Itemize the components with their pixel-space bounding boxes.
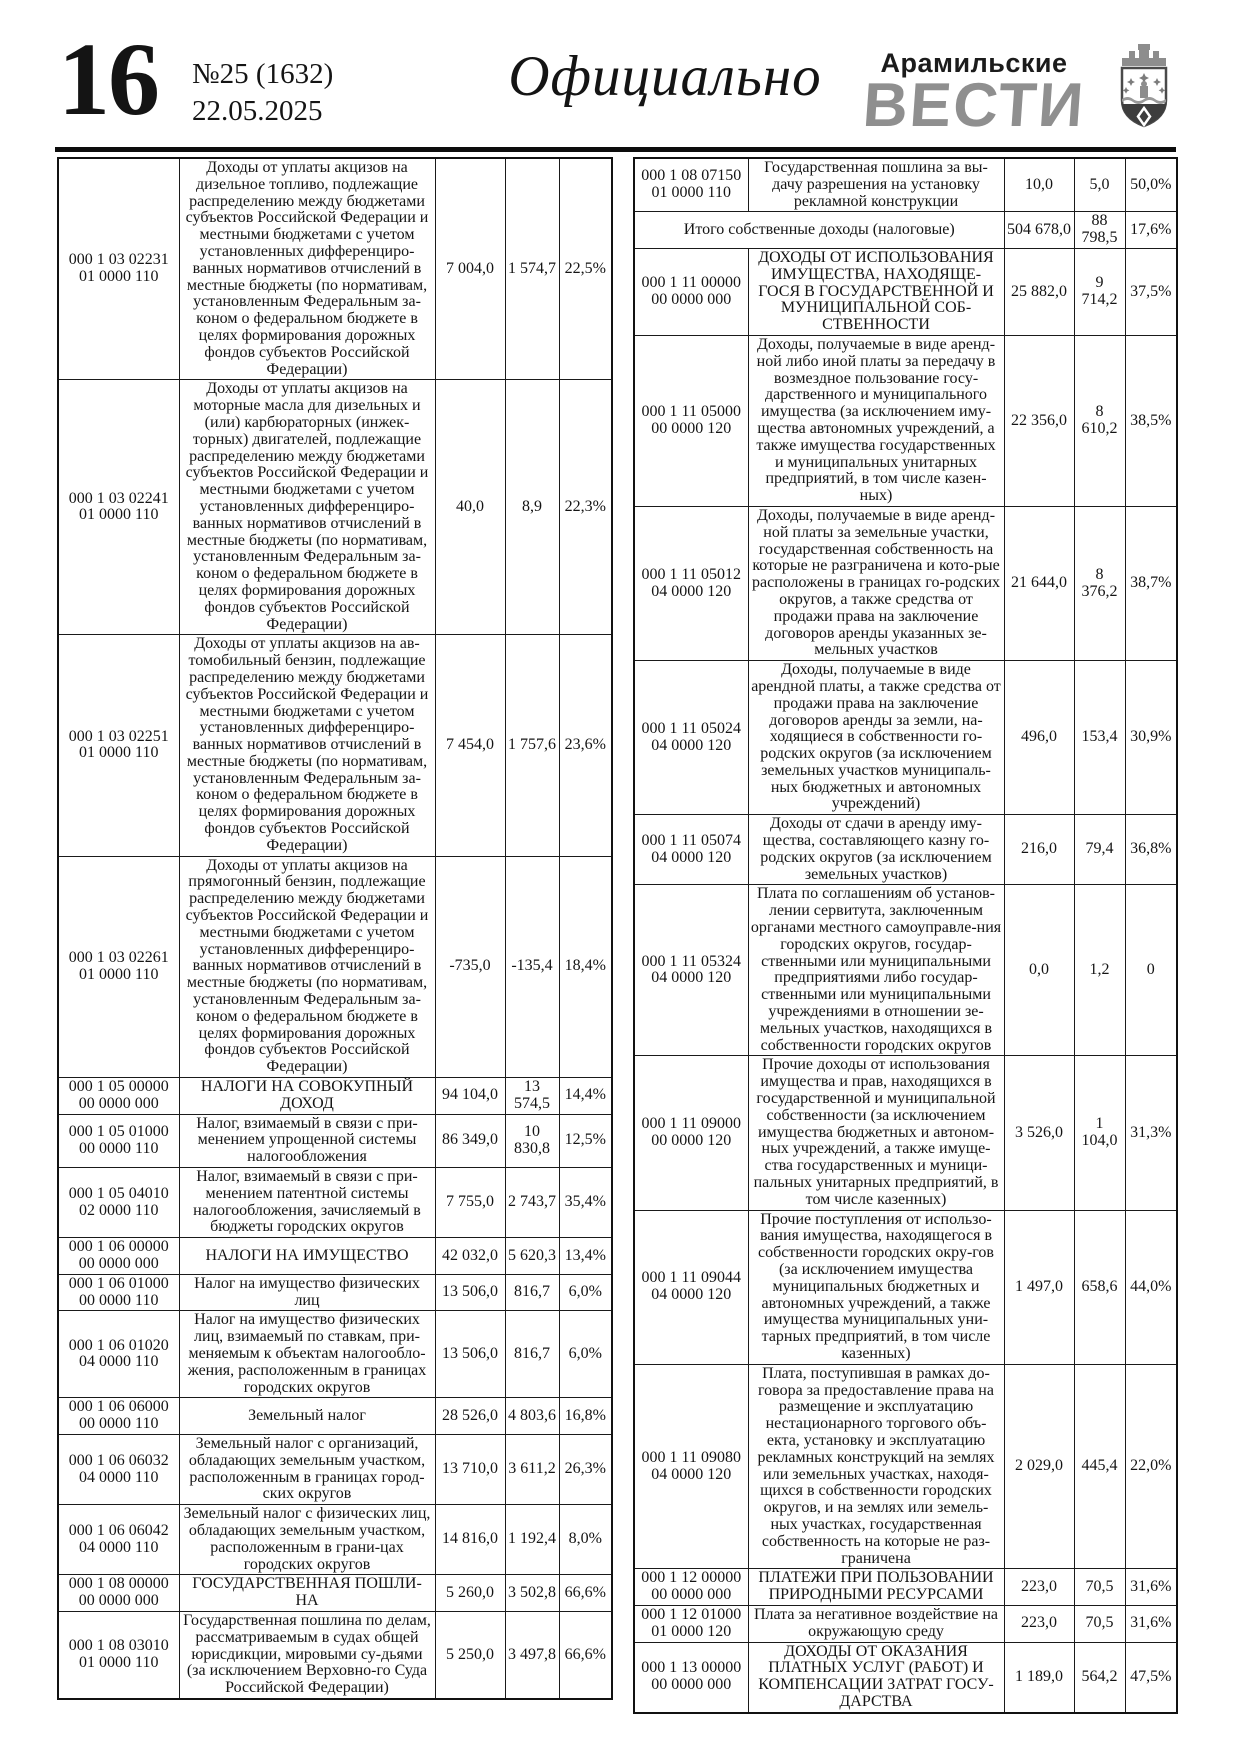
page-number: 16 (58, 22, 158, 137)
row-code: 000 1 06 01000 00 0000 110 (58, 1274, 179, 1311)
row-plan-value: 86 349,0 (435, 1114, 505, 1167)
row-total-label: Итого собственные доходы (налоговые) (634, 212, 1004, 249)
row-code: 000 1 06 06000 00 0000 110 (58, 1398, 179, 1435)
row-percent: 31,6% (1125, 1569, 1177, 1606)
masthead-title: ВЕСТИ (860, 71, 1088, 140)
table-row (58, 1168, 612, 1238)
row-percent: 8,0% (559, 1505, 612, 1575)
row-percent: 22,3% (559, 380, 612, 635)
row-fact-value: 153,4 (1074, 661, 1125, 815)
row-plan-value: 7 454,0 (435, 635, 505, 856)
row-fact-value: 1,2 (1074, 885, 1125, 1056)
budget-table-right (633, 157, 1178, 1714)
row-plan-value: 2 029,0 (1004, 1364, 1074, 1569)
table-row (634, 1056, 1177, 1210)
row-percent: 6,0% (559, 1311, 612, 1398)
row-description: Доходы, получаемые в виде аренд-ной либо иной платы за передачу в возмездное пользование госу-дарственного и муниципального имущества (за исключением иму-щества автономных учреждений, а также имущества государственных и муниципальных унитарных предприятий, в том числе казен-ных) (748, 335, 1004, 506)
row-description: ПЛАТЕЖИ ПРИ ПОЛЬЗОВАНИИ ПРИРОДНЫМИ РЕСУРСАМИ (748, 1569, 1004, 1606)
row-plan-value: 13 710,0 (435, 1434, 505, 1504)
row-description: Государственная пошлина по делам, рассматриваемым в судах общей юрисдикции, мировыми су-дьями (за исключением Верховно-го Суда Российской Федерации) (179, 1611, 435, 1698)
row-code: 000 1 05 01000 00 0000 110 (58, 1114, 179, 1167)
row-description: Доходы от уплаты акцизов на прямогонный бензин, подлежащие распределению между бюджетами субъектов Российской Федерации и местными бюджетами с учетом установленных дифференциро-ванных нормативов отчислений в местные бюджеты (по нормативам, установленным Федеральным за-коном о федеральном бюджете в целях формирования дорожных фондов субъектов Российской Федерации) (179, 856, 435, 1077)
row-fact-value: 445,4 (1074, 1364, 1125, 1569)
row-description: ДОХОДЫ ОТ ИСПОЛЬЗОВАНИЯ ИМУЩЕСТВА, НАХОДЯЩЕ-ГОСЯ В ГОСУДАРСТВЕННОЙ И МУНИЦИПАЛЬНОЙ СОБ-СТВЕННОСТИ (748, 248, 1004, 335)
table-row (58, 856, 612, 1077)
table-row (58, 1434, 612, 1504)
row-fact-value: 2 743,7 (505, 1168, 559, 1238)
table-row (58, 1114, 612, 1167)
budget-table-right-body (634, 158, 1177, 1713)
row-description: Прочие поступления от использо-вания имущества, находящегося в собственности городских окру-гов (за исключением имущества муниципальных бюджетных и автономных учреждений, а также имущества муниципальных уни-тарных предприятий, в том числе казенных) (748, 1210, 1004, 1364)
row-fact-value: 5 620,3 (505, 1238, 559, 1275)
row-description: Плата по соглашениям об установ-лении сервитута, заключенным органами местного самоуправле-ния городских округов, государ-ственными или муниципальными предприятиями либо государ-ственными или муниципальными учреждениями в отношении зе-мельных участков, находящихся в собственности городских округов (748, 885, 1004, 1056)
table-row (58, 380, 612, 635)
row-plan-value: 21 644,0 (1004, 506, 1074, 660)
row-code: 000 1 06 06042 04 0000 110 (58, 1505, 179, 1575)
table-row (58, 1398, 612, 1435)
issue-number: №25 (1632) (192, 58, 334, 90)
table-row (58, 158, 612, 380)
table-row (58, 1078, 612, 1115)
row-fact-value: 1 574,7 (505, 158, 559, 380)
row-code: 000 1 11 09000 00 0000 120 (634, 1056, 748, 1210)
table-row (634, 1605, 1177, 1642)
row-percent: 50,0% (1125, 158, 1177, 212)
table-row (634, 212, 1177, 249)
row-plan-value: 5 260,0 (435, 1575, 505, 1612)
row-code: 000 1 03 02261 01 0000 110 (58, 856, 179, 1077)
masthead (840, 48, 1108, 140)
row-plan-value: 42 032,0 (435, 1238, 505, 1275)
table-row (634, 506, 1177, 660)
row-percent: 66,6% (559, 1611, 612, 1698)
row-fact-value: 3 611,2 (505, 1434, 559, 1504)
row-description: НАЛОГИ НА ИМУЩЕСТВО (179, 1238, 435, 1275)
row-plan-value: 14 816,0 (435, 1505, 505, 1575)
row-fact-value: 1 104,0 (1074, 1056, 1125, 1210)
row-code: 000 1 05 00000 00 0000 000 (58, 1078, 179, 1115)
row-fact-value: 564,2 (1074, 1642, 1125, 1713)
row-code: 000 1 13 00000 00 0000 000 (634, 1642, 748, 1713)
row-fact-value: 3 497,8 (505, 1611, 559, 1698)
row-code: 000 1 06 01020 04 0000 110 (58, 1311, 179, 1398)
row-percent: 13,4% (559, 1238, 612, 1275)
row-description: Налог на имущество физических лиц (179, 1274, 435, 1311)
row-percent: 22,0% (1125, 1364, 1177, 1569)
budget-table-left-body (58, 158, 612, 1699)
row-fact-value: 1 757,6 (505, 635, 559, 856)
row-code: 000 1 11 05024 04 0000 120 (634, 661, 748, 815)
row-percent: 18,4% (559, 856, 612, 1077)
row-plan-value: 223,0 (1004, 1569, 1074, 1606)
row-code: 000 1 03 02241 01 0000 110 (58, 380, 179, 635)
row-code: 000 1 11 05074 04 0000 120 (634, 815, 748, 885)
row-fact-value: 8 376,2 (1074, 506, 1125, 660)
masthead-town-name: Арамильские (880, 48, 1068, 78)
row-description: Доходы от уплаты акцизов на дизельное топливо, подлежащие распределению между бюджетами субъектов Российской Федерации и местными бюджетами с учетом установленных дифференциро-ванных нормативов отчислений в местные бюджеты (по нормативам, установленным Федеральным за-коном о федеральном бюджете в целях формирования дорожных фондов субъектов Российской Федерации) (179, 158, 435, 380)
row-percent: 22,5% (559, 158, 612, 380)
row-plan-value: 223,0 (1004, 1605, 1074, 1642)
row-fact-value: 88 798,5 (1074, 212, 1125, 249)
row-plan-value: 13 506,0 (435, 1311, 505, 1398)
table-row (58, 635, 612, 856)
row-description: Налог, взимаемый в связи с при-менением упрощенной системы налогообложения (179, 1114, 435, 1167)
row-percent: 31,6% (1125, 1605, 1177, 1642)
row-description: Налог, взимаемый в связи с при-менением патентной системы налогообложения, зачисляемый в бюджеты городских округов (179, 1168, 435, 1238)
row-code: 000 1 08 00000 00 0000 000 (58, 1575, 179, 1612)
row-fact-value: 816,7 (505, 1311, 559, 1398)
row-code: 000 1 11 05324 04 0000 120 (634, 885, 748, 1056)
row-description: Доходы от сдачи в аренду иму-щества, составляющего казну го-родских округов (за исключением земельных участков) (748, 815, 1004, 885)
table-row (634, 885, 1177, 1056)
row-percent: 16,8% (559, 1398, 612, 1435)
row-percent: 44,0% (1125, 1210, 1177, 1364)
row-percent: 35,4% (559, 1168, 612, 1238)
row-plan-value: -735,0 (435, 856, 505, 1077)
row-description: Доходы, получаемые в виде арендной платы, а также средства от продажи права на заключение договоров аренды за земли, на-ходящиеся в собственности го-родских округов (за исключением земельных участков муниципаль-ных бюджетных и автономных учреждений) (748, 661, 1004, 815)
row-percent: 66,6% (559, 1575, 612, 1612)
row-description: Доходы, получаемые в виде аренд-ной платы за земельные участки, государственная собственность на которые не разграничена и кото-рые расположены в границах го-родских округов, а также средства от продажи права на заключение договоров аренды указанных зе-мельных участков (748, 506, 1004, 660)
row-fact-value: 10 830,8 (505, 1114, 559, 1167)
row-fact-value: 79,4 (1074, 815, 1125, 885)
table-row (58, 1238, 612, 1275)
row-plan-value: 3 526,0 (1004, 1056, 1074, 1210)
row-code: 000 1 12 00000 00 0000 000 (634, 1569, 748, 1606)
row-percent: 38,7% (1125, 506, 1177, 660)
row-percent: 23,6% (559, 635, 612, 856)
section-title: Официально (508, 45, 822, 108)
table-row (58, 1274, 612, 1311)
table-row (634, 158, 1177, 212)
row-code: 000 1 12 01000 01 0000 120 (634, 1605, 748, 1642)
row-code: 000 1 06 00000 00 0000 000 (58, 1238, 179, 1275)
row-fact-value: 5,0 (1074, 158, 1125, 212)
row-fact-value: 70,5 (1074, 1605, 1125, 1642)
row-plan-value: 1 497,0 (1004, 1210, 1074, 1364)
row-plan-value: 0,0 (1004, 885, 1074, 1056)
row-plan-value: 94 104,0 (435, 1078, 505, 1115)
row-plan-value: 504 678,0 (1004, 212, 1074, 249)
row-plan-value: 28 526,0 (435, 1398, 505, 1435)
row-fact-value: 816,7 (505, 1274, 559, 1311)
row-fact-value: -135,4 (505, 856, 559, 1077)
row-code: 000 1 03 02231 01 0000 110 (58, 158, 179, 380)
row-description: ГОСУДАРСТВЕННАЯ ПОШЛИ-НА (179, 1575, 435, 1612)
row-plan-value: 40,0 (435, 380, 505, 635)
row-fact-value: 9 714,2 (1074, 248, 1125, 335)
row-description: Доходы от уплаты акцизов на ав-томобильный бензин, подлежащие распределению между бюджетами субъектов Российской Федерации и местными бюджетами с учетом установленных дифференциро-ванных нормативов отчислений в местные бюджеты (по нормативам, установленным Федеральным за-коном о федеральном бюджете в целях формирования дорожных фондов субъектов Российской Федерации) (179, 635, 435, 856)
row-percent: 37,5% (1125, 248, 1177, 335)
row-percent: 0 (1125, 885, 1177, 1056)
table-row (58, 1611, 612, 1698)
row-plan-value: 22 356,0 (1004, 335, 1074, 506)
row-fact-value: 3 502,8 (505, 1575, 559, 1612)
header-divider (55, 147, 1176, 152)
city-coat-of-arms-icon (1112, 42, 1176, 134)
row-fact-value: 4 803,6 (505, 1398, 559, 1435)
row-code: 000 1 06 06032 04 0000 110 (58, 1434, 179, 1504)
row-code: 000 1 11 05000 00 0000 120 (634, 335, 748, 506)
issue-block (192, 56, 333, 130)
row-plan-value: 5 250,0 (435, 1611, 505, 1698)
row-fact-value: 658,6 (1074, 1210, 1125, 1364)
row-plan-value: 10,0 (1004, 158, 1074, 212)
table-row (634, 248, 1177, 335)
row-description: Земельный налог с физических лиц, обладающих земельным участком, расположенным в грани-цах городских округов (179, 1505, 435, 1575)
row-plan-value: 1 189,0 (1004, 1642, 1074, 1713)
row-code: 000 1 11 09044 04 0000 120 (634, 1210, 748, 1364)
row-code: 000 1 05 04010 02 0000 110 (58, 1168, 179, 1238)
table-row (58, 1505, 612, 1575)
row-percent: 12,5% (559, 1114, 612, 1167)
row-description: Земельный налог с организаций, обладающих земельным участком, расположенным в границах город-ских округов (179, 1434, 435, 1504)
row-description: Земельный налог (179, 1398, 435, 1435)
row-plan-value: 7 755,0 (435, 1168, 505, 1238)
table-row (58, 1311, 612, 1398)
row-percent: 30,9% (1125, 661, 1177, 815)
table-row (634, 1642, 1177, 1713)
row-fact-value: 8 610,2 (1074, 335, 1125, 506)
row-percent: 6,0% (559, 1274, 612, 1311)
row-description: ДОХОДЫ ОТ ОКАЗАНИЯ ПЛАТНЫХ УСЛУГ (РАБОТ) И КОМПЕНСАЦИИ ЗАТРАТ ГОСУ-ДАРСТВА (748, 1642, 1004, 1713)
row-fact-value: 13 574,5 (505, 1078, 559, 1115)
row-plan-value: 496,0 (1004, 661, 1074, 815)
row-plan-value: 7 004,0 (435, 158, 505, 380)
row-code: 000 1 11 09080 04 0000 120 (634, 1364, 748, 1569)
row-description: Плата, поступившая в рамках до-говора за предоставление права на размещение и эксплуатацию нестационарного торгового объ-екта, установку и эксплуатацию рекламных конструкций на землях или земельных участках, находя-щихся в собственности городских округов, и на землях или земель-ных участках, государственная собственность на которые не раз-граничена (748, 1364, 1004, 1569)
table-row (634, 1569, 1177, 1606)
row-percent: 38,5% (1125, 335, 1177, 506)
row-plan-value: 13 506,0 (435, 1274, 505, 1311)
row-description: НАЛОГИ НА СОВОКУПНЫЙ ДОХОД (179, 1078, 435, 1115)
table-row (634, 1210, 1177, 1364)
table-row (634, 815, 1177, 885)
row-description: Прочие доходы от использования имущества и прав, находящихся в государственной и муниципальной собственности (за исключением имущества бюджетных и автоном-ных учреждений, а также имуще-ства государственных и муници-пальных унитарных предприятий, в том числе казенных) (748, 1056, 1004, 1210)
row-code: 000 1 08 07150 01 0000 110 (634, 158, 748, 212)
budget-table-left (57, 157, 613, 1700)
row-fact-value: 1 192,4 (505, 1505, 559, 1575)
row-code: 000 1 11 05012 04 0000 120 (634, 506, 748, 660)
row-code: 000 1 11 00000 00 0000 000 (634, 248, 748, 335)
row-plan-value: 216,0 (1004, 815, 1074, 885)
row-percent: 31,3% (1125, 1056, 1177, 1210)
row-percent: 47,5% (1125, 1642, 1177, 1713)
row-fact-value: 70,5 (1074, 1569, 1125, 1606)
row-description: Плата за негативное воздействие на окружающую среду (748, 1605, 1004, 1642)
row-code: 000 1 03 02251 01 0000 110 (58, 635, 179, 856)
table-row (634, 335, 1177, 506)
row-plan-value: 25 882,0 (1004, 248, 1074, 335)
table-row (634, 661, 1177, 815)
row-code: 000 1 08 03010 01 0000 110 (58, 1611, 179, 1698)
row-percent: 26,3% (559, 1434, 612, 1504)
row-percent: 17,6% (1125, 212, 1177, 249)
row-percent: 36,8% (1125, 815, 1177, 885)
table-row (58, 1575, 612, 1612)
table-row (634, 1364, 1177, 1569)
row-fact-value: 8,9 (505, 380, 559, 635)
row-description: Налог на имущество физических лиц, взимаемый по ставкам, при-меняемым к объектам налогообло-жения, расположенным в границах городских округов (179, 1311, 435, 1398)
row-percent: 14,4% (559, 1078, 612, 1115)
row-description: Доходы от уплаты акцизов на моторные масла для дизельных и (или) карбюраторных (инжек-торных) двигателей, подлежащие распределению между бюджетами субъектов Российской Федерации и местными бюджетами с учетом установленных дифференциро-ванных нормативов отчислений в местные бюджеты (по нормативам, установленным Федеральным за-коном о федеральном бюджете в целях формирования дорожных фондов субъектов Российской Федерации) (179, 380, 435, 635)
row-description: Государственная пошлина за вы-дачу разрешения на установку рекламной конструкции (748, 158, 1004, 212)
issue-date: 22.05.2025 (192, 95, 323, 128)
